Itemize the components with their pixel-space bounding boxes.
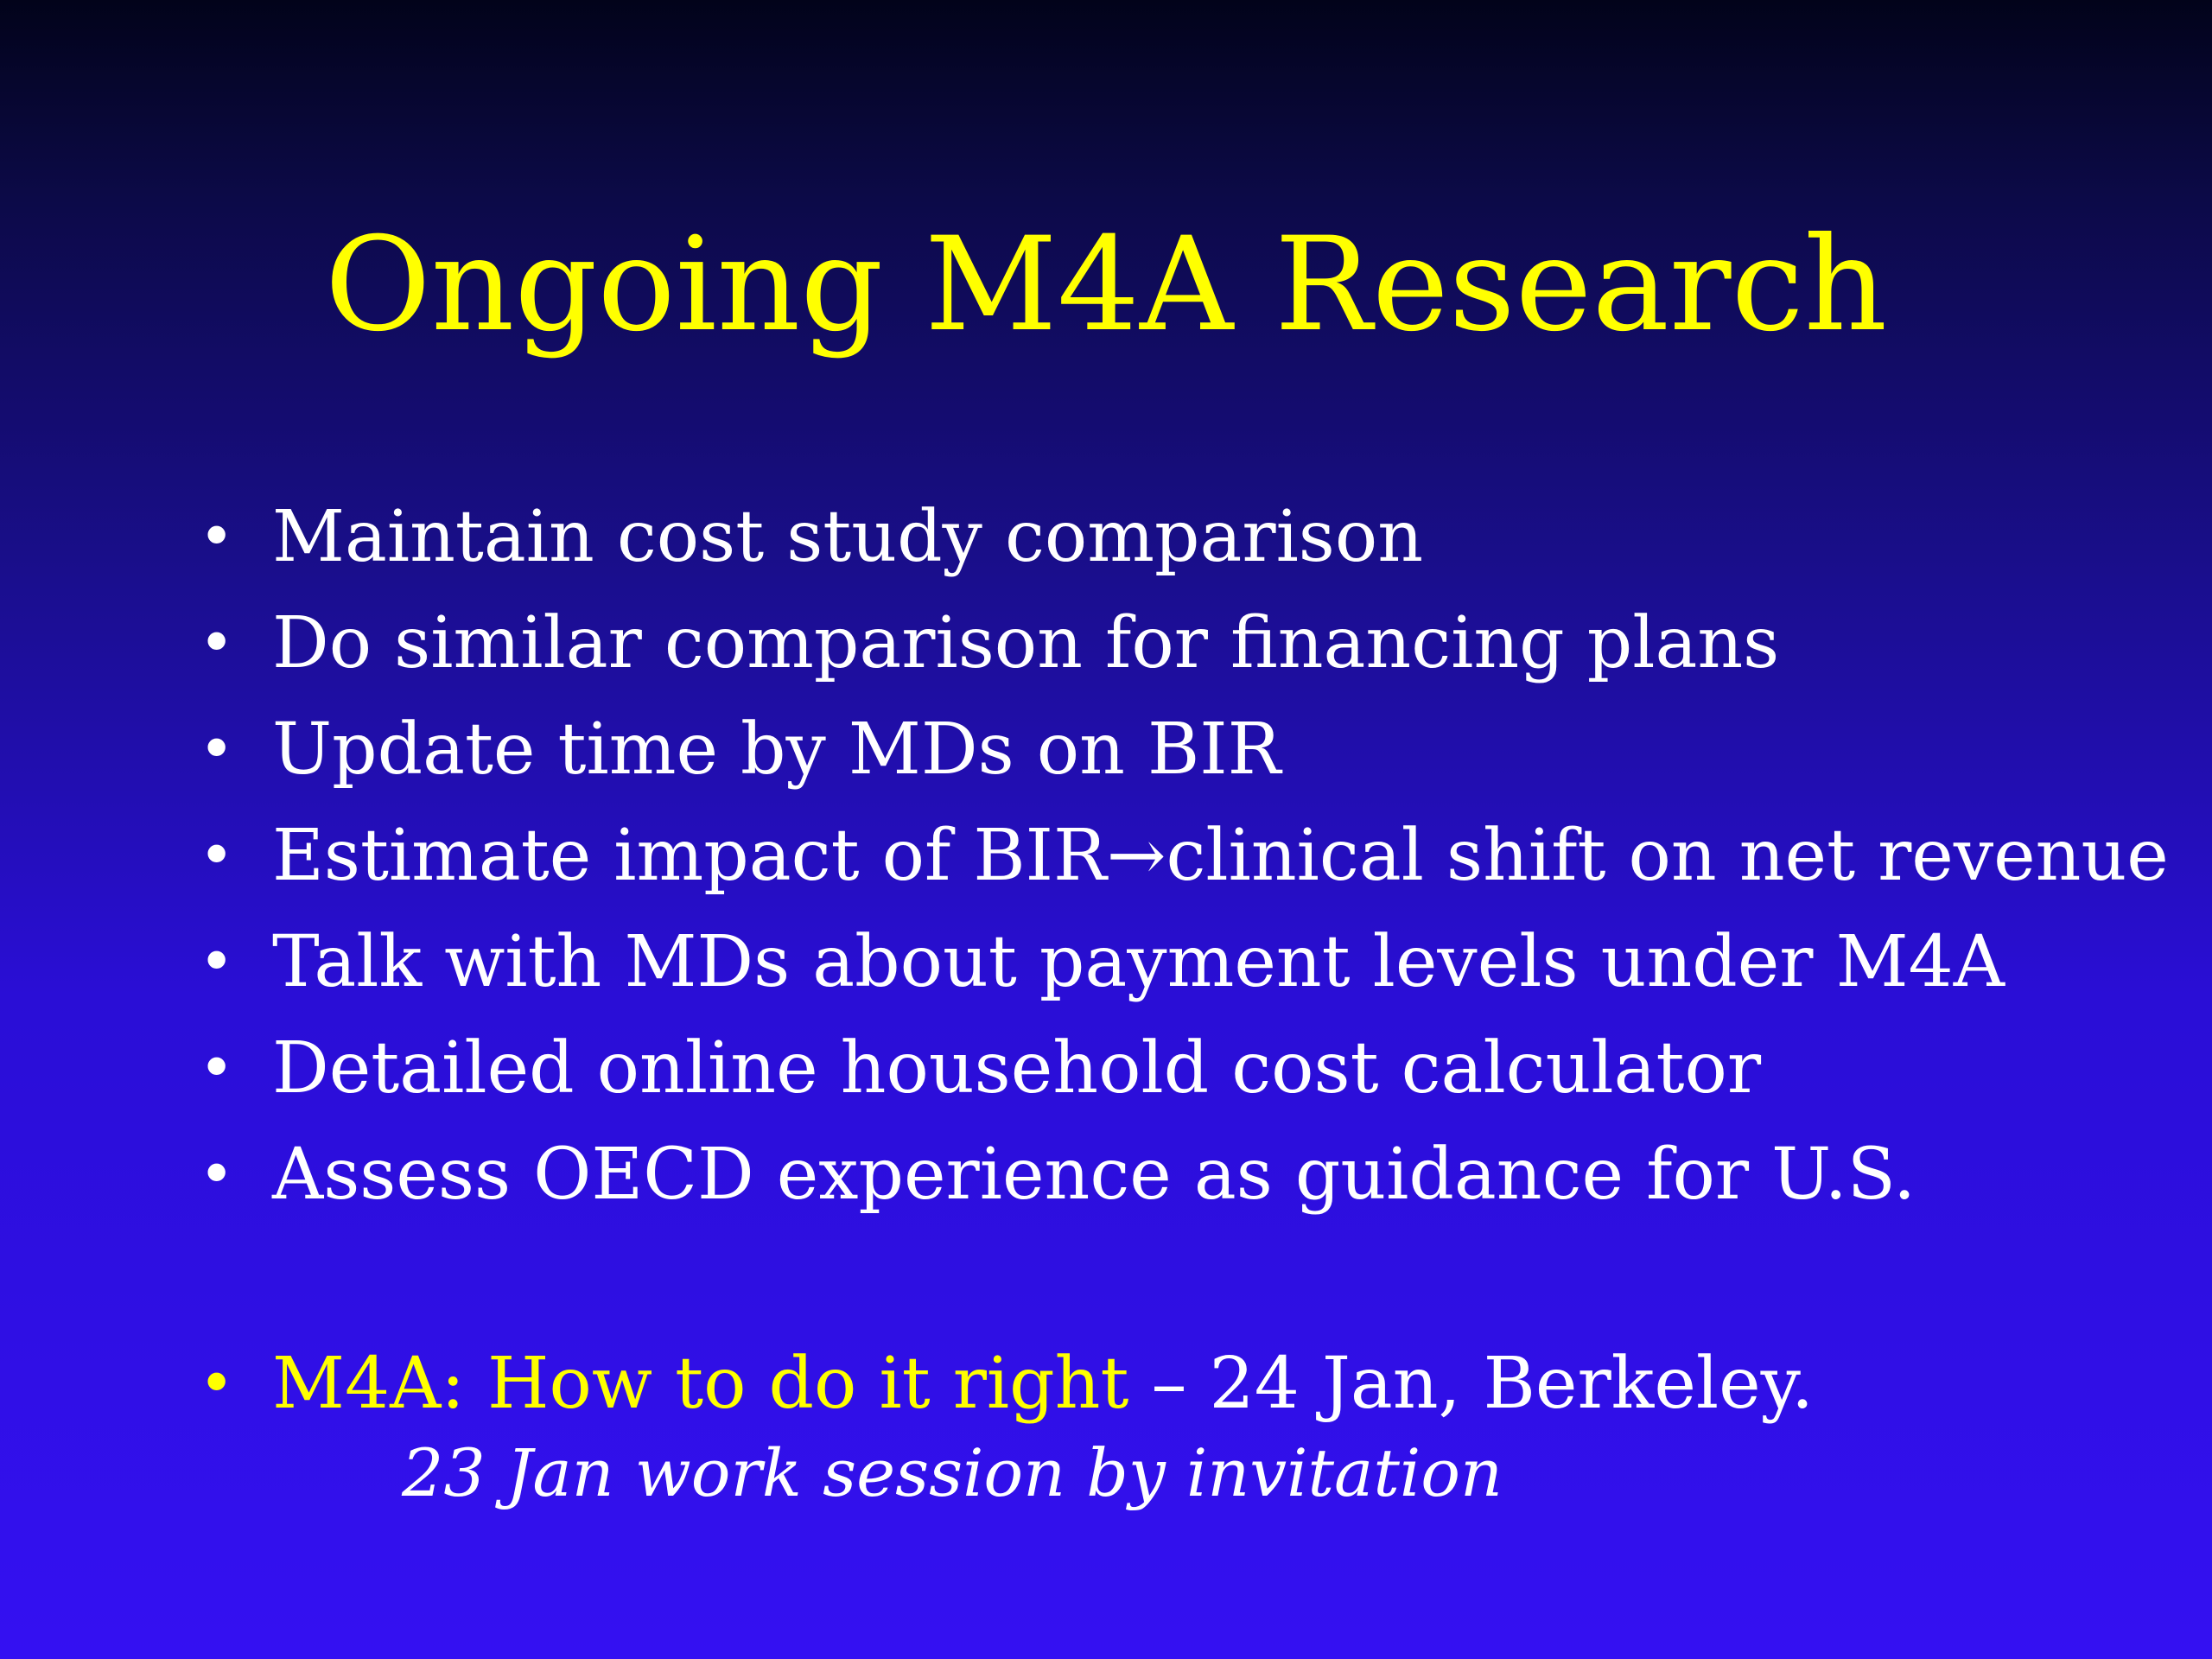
bullet-item [190,1122,2177,1228]
event-title: M4A: How to do it right [272,1343,1129,1425]
bullet-dot-icon: • [199,1033,235,1103]
bullet-text: Detailed online household cost calculator [272,1027,1762,1109]
bullet-item [190,590,2177,696]
event-note: 23 Jan work session by invitation [402,1434,1503,1511]
event-bullet [190,1331,2177,1437]
event-announcement [190,1331,2177,1437]
bullet-dot-icon: • [199,820,235,891]
bullet-item [190,909,2177,1015]
bullet-dot-icon: • [199,607,235,678]
bullet-text: Maintain cost study comparison [272,496,1424,578]
bullet-list [190,484,2177,1228]
bullet-text: Update time by MDs on BIR [272,709,1281,791]
bullet-text: Do similar comparison for financing plans [272,602,1780,684]
bullet-dot-icon: • [199,926,235,997]
slide-title: Ongoing M4A Research [324,210,1888,360]
bullet-dot-icon: • [199,1139,235,1210]
event-date-location: – 24 Jan, Berkeley. [1128,1343,1815,1425]
bullet-dot-icon: • [199,714,235,785]
bullet-dot-icon: • [199,1348,235,1419]
bullet-item [190,484,2177,590]
bullet-text: Estimate impact of BIR→clinical shift on net revenue [272,815,2169,897]
bullet-item [190,696,2177,803]
bullet-text: Assess OECD experience as guidance for U.S. [272,1134,1916,1216]
bullet-item [190,1015,2177,1122]
bullet-dot-icon: • [199,501,235,572]
bullet-text: Talk with MDs about payment levels under M4A [272,921,2005,1003]
bullet-item [190,803,2177,909]
